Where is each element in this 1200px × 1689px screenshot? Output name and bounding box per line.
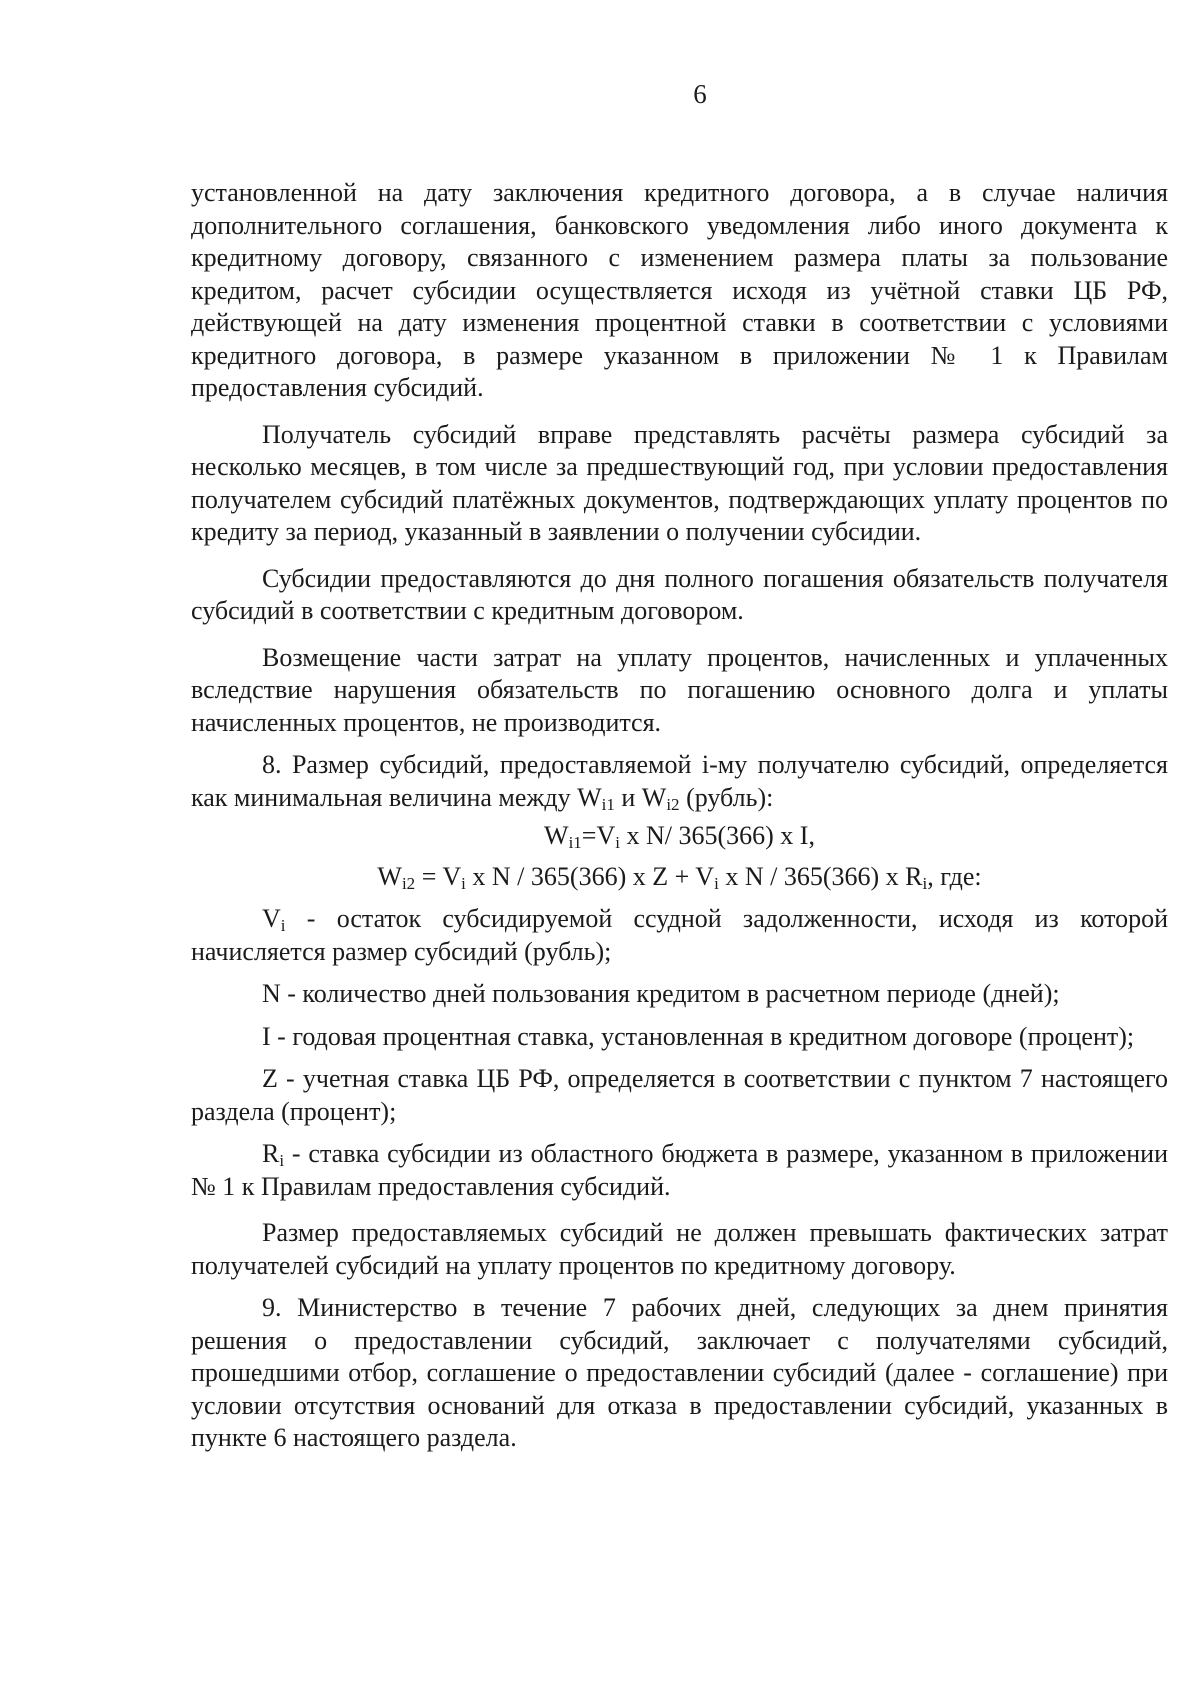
- definition-vi-var: V: [262, 904, 281, 933]
- definition-vi-text: - остаток субсидируемой ссудной задолженности, исходя из которой начисляется размер субсидий (рубль);: [191, 904, 1168, 966]
- item-8-mid: и W: [614, 782, 667, 812]
- formula-wi1-w: W: [544, 821, 569, 850]
- paragraph-subsidy-limit: Размер предоставляемых субсидий не должен превышать фактических затрат получателей субсидий на уплату процентов по кредитному договору.: [191, 1218, 1168, 1280]
- definition-n: N - количество дней пользования кредитом в расчетном периоде (дней);: [262, 979, 1060, 1008]
- formula-wi2-v-sub: i: [461, 873, 466, 893]
- definition-vi-sub: i: [280, 916, 286, 935]
- formula-wi1-w-sub: i1: [568, 833, 582, 852]
- item-8-sub1: i1: [601, 794, 615, 814]
- definition-i: I - годовая процентная ставка, установленная в кредитном договоре (процент);: [262, 1021, 1135, 1051]
- paragraph-no-compensation: Возмещение части затрат на уплату процентов, начисленных и уплаченных вследствие нарушения обязательств по погашению основного долга и уплаты начисленных процентов, не производится.: [191, 642, 1168, 737]
- formula-wi1-v: =V: [581, 821, 616, 850]
- paragraph-item-9: 9. Министерство в течение 7 рабочих дней, следующих за днем принятия решения о предоставлении субсидий, заключает с получателями субсидий, прошедшими отбор, соглашение о предоставлении субсидий (далее - соглашение) при условии отсутствия оснований для отказа в предоставлении субсидий, указанных в пункте 6 настоящего раздела.: [191, 1293, 1168, 1452]
- formula-wi1: [191, 820, 1168, 853]
- page-number: 6: [693, 79, 707, 109]
- formula-wi2-w: W: [377, 861, 402, 891]
- paragraph-continuation: установленной на дату заключения кредитного договора, а в случае наличия дополнительного соглашения, банковского уведомления либо иного документа к кредитному договору, связанного с изменением размера платы за пользование кредитом, расчет субсидии осуществляется исходя из учётной ставки ЦБ РФ, действующей на дату изменения процентной ставки в соответствии с условиями кредитного договора, в размере указанном в приложении № 1 к Правилам предоставления субсидий.: [191, 178, 1168, 402]
- formula-wi1-v-sub: i: [615, 833, 620, 852]
- formula-wi2-v: = V: [415, 861, 462, 891]
- definition-ri-text: - ставка субсидии из областного бюджета в размере, указанном в приложении № 1 к Правилам предоставления субсидий.: [191, 1139, 1168, 1201]
- paragraph-subsidy-term: Субсидии предоставляются до дня полного погашения обязательств получателя субсидий в соответствии с кредитным договором.: [191, 563, 1168, 625]
- formula-wi2-r-sub: i: [922, 873, 928, 893]
- definition-z: Z - учетная ставка ЦБ РФ, определяется в соответствии с пунктом 7 настоящего раздела (процент);: [191, 1064, 1168, 1126]
- formula-wi2-v2-sub: i: [714, 873, 719, 893]
- paragraph-item-8: [191, 749, 1168, 814]
- definition-vi: [191, 903, 1168, 968]
- definition-ri-var: R: [262, 1139, 280, 1168]
- formula-wi2-w-sub: i2: [401, 873, 416, 893]
- formula-wi2-tail: , где:: [927, 861, 982, 891]
- formula-wi2: [191, 861, 1168, 894]
- document-body: [191, 177, 1168, 1455]
- paragraph-recipient-rights: Получатель субсидий вправе представлять расчёты размера субсидий за несколько месяцев, в том числе за предшествующий год, при условии предоставления получателем субсидий платёжных документов, подтверждающих уплату процентов по кредиту за период, указанный в заявлении о получении субсидии.: [191, 419, 1168, 546]
- item-8-sub2: i2: [666, 794, 680, 814]
- formula-wi2-part1: x N / 365(366) x Z + V: [465, 861, 715, 891]
- formula-wi2-part2: x N / 365(366) x R: [718, 861, 923, 891]
- item-8-lead: 8. Размер субсидий, предоставляемой i-му получателю субсидий, определяется как минимальная величина между W: [191, 750, 1168, 812]
- definition-ri: [191, 1138, 1168, 1203]
- definition-ri-sub: i: [279, 1151, 285, 1170]
- formula-wi1-rest: x N/ 365(366) x I,: [619, 821, 815, 850]
- item-8-tail: (рубль):: [679, 782, 774, 812]
